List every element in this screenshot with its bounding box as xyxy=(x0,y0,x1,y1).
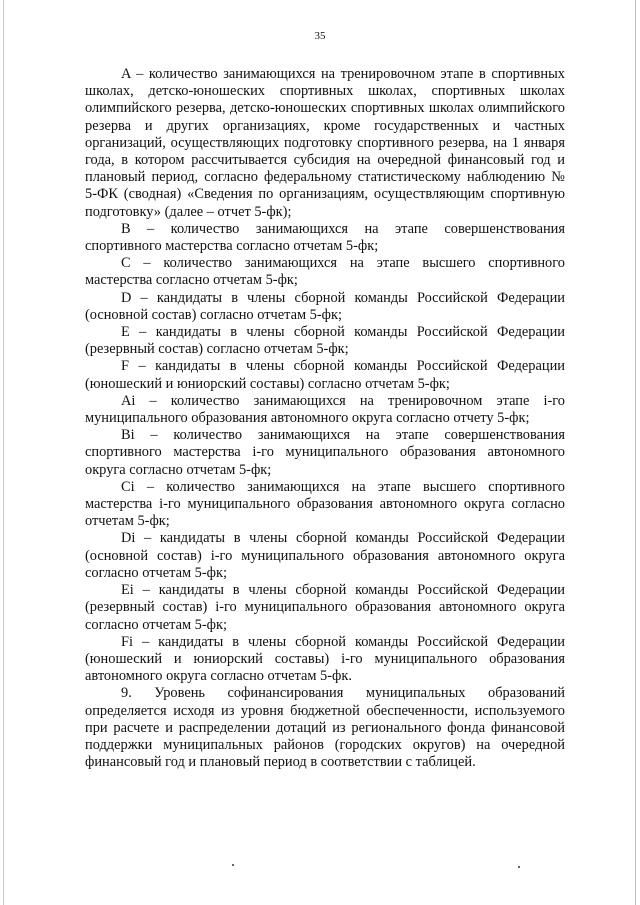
paragraph-d-definition: D – кандидаты в члены сборной команды Российской Федерации (основной состав) согласно отчетам 5-фк; xyxy=(85,289,565,323)
paragraph-e-definition: E – кандидаты в члены сборной команды Российской Федерации (резервный состав) согласно отчетам 5-фк; xyxy=(85,324,565,358)
scan-speck xyxy=(232,864,234,866)
paragraph-fi-definition: Fi – кандидаты в члены сборной команды Российской Федерации (юношеский и юниорский составы) i-го муниципального образования автономного округа согласно отчетам 5-фк. xyxy=(85,633,565,685)
document-body xyxy=(85,66,565,771)
scan-edge-right xyxy=(635,0,636,905)
paragraph-b-definition: B – количество занимающихся на этапе совершенствования спортивного мастерства согласно отчетам 5-фк; xyxy=(85,220,565,255)
paragraph-ei-definition: Ei – кандидаты в члены сборной команды Российской Федерации (резервный состав) i-го муниципального образования автономного округа согласно отчетам 5-фк; xyxy=(85,582,565,633)
paragraph-f-definition: F – кандидаты в члены сборной команды Российской Федерации (юношеский и юниорский составы) согласно отчетам 5-фк; xyxy=(85,358,565,392)
paragraph-ai-definition: Ai – количество занимающихся на тренировочном этапе i-го муниципального образования автономного округа согласно отчету 5-фк; xyxy=(85,392,565,427)
paragraph-c-definition: C – количество занимающихся на этапе высшего спортивного мастерства согласно отчетам 5-фк; xyxy=(85,255,565,289)
paragraph-di-definition: Di – кандидаты в члены сборной команды Российской Федерации (основной состав) i-го муниципального образования автономного округа согласно отчетам 5-фк; xyxy=(85,530,565,581)
paragraph-9-cofinancing: 9. Уровень софинансирования муниципальных образований определяется исходя из уровня бюджетной обеспеченности, используемого при расчете и распределении дотаций из регионального фонда финансовой поддержки муниципальных районов (городских округов) на очередной финансовый год и плановый период в соответствии с таблицей. xyxy=(85,685,565,771)
scan-edge-left xyxy=(3,0,4,905)
paragraph-ci-definition: Ci – количество занимающихся на этапе высшего спортивного мастерства i-го муниципального образования автономного округа согласно отчетам 5-фк; xyxy=(85,478,565,530)
scan-speck xyxy=(518,866,520,868)
paragraph-a-definition: A – количество занимающихся на тренировочном этапе в спортивных школах, детско-юношеских спортивных школах, спортивных школах олимпийского резерва, детско-юношеских спортивных школах олимпийского резерва и других организациях, кроме государственных и частных организаций, осуществляющих подготовку спортивного резерва, на 1 января года, в котором рассчитывается субсидия на очередной финансовый год и плановый период, согласно федеральному статистическому наблюдению № 5-ФК (сводная) «Сведения по организациям, осуществляющим спортивную подготовку» (далее – отчет 5-фк); xyxy=(85,66,565,220)
paragraph-bi-definition: Bi – количество занимающихся на этапе совершенствования спортивного мастерства i-го муниципального образования автономного округа согласно отчетам 5-фк; xyxy=(85,427,565,478)
page-number: 35 xyxy=(314,30,326,42)
